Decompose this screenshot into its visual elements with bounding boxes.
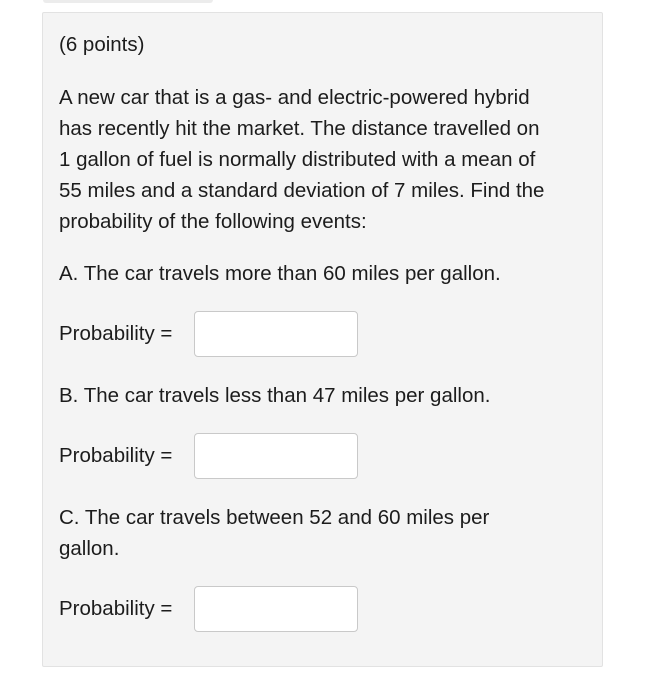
probability-label: Probability =	[59, 322, 173, 345]
points-label: (6 points)	[59, 33, 145, 56]
question-c-line: C. The car travels between 52 and 60 miles per	[59, 506, 490, 529]
answer-row-a	[59, 311, 358, 357]
probability-input-c[interactable]	[194, 586, 358, 632]
question-a: A. The car travels more than 60 miles per gallon.	[59, 262, 501, 285]
probability-label: Probability =	[59, 597, 173, 620]
answer-row-b	[59, 433, 358, 479]
answer-row-c	[59, 586, 358, 632]
top-tab-edge	[43, 0, 213, 3]
question-c-line: gallon.	[59, 537, 120, 560]
question-b: B. The car travels less than 47 miles per gallon.	[59, 384, 491, 407]
statement-line: 1 gallon of fuel is normally distributed with a mean of	[59, 148, 536, 171]
probability-input-b[interactable]	[194, 433, 358, 479]
statement-line: A new car that is a gas- and electric-powered hybrid	[59, 86, 530, 109]
probability-label: Probability =	[59, 444, 173, 467]
problem-statement	[59, 82, 544, 237]
statement-line: probability of the following events:	[59, 210, 367, 233]
question-c	[59, 502, 489, 564]
problem-panel	[42, 12, 603, 667]
probability-input-a[interactable]	[194, 311, 358, 357]
statement-line: has recently hit the market. The distance travelled on	[59, 117, 540, 140]
statement-line: 55 miles and a standard deviation of 7 miles. Find the	[59, 179, 545, 202]
